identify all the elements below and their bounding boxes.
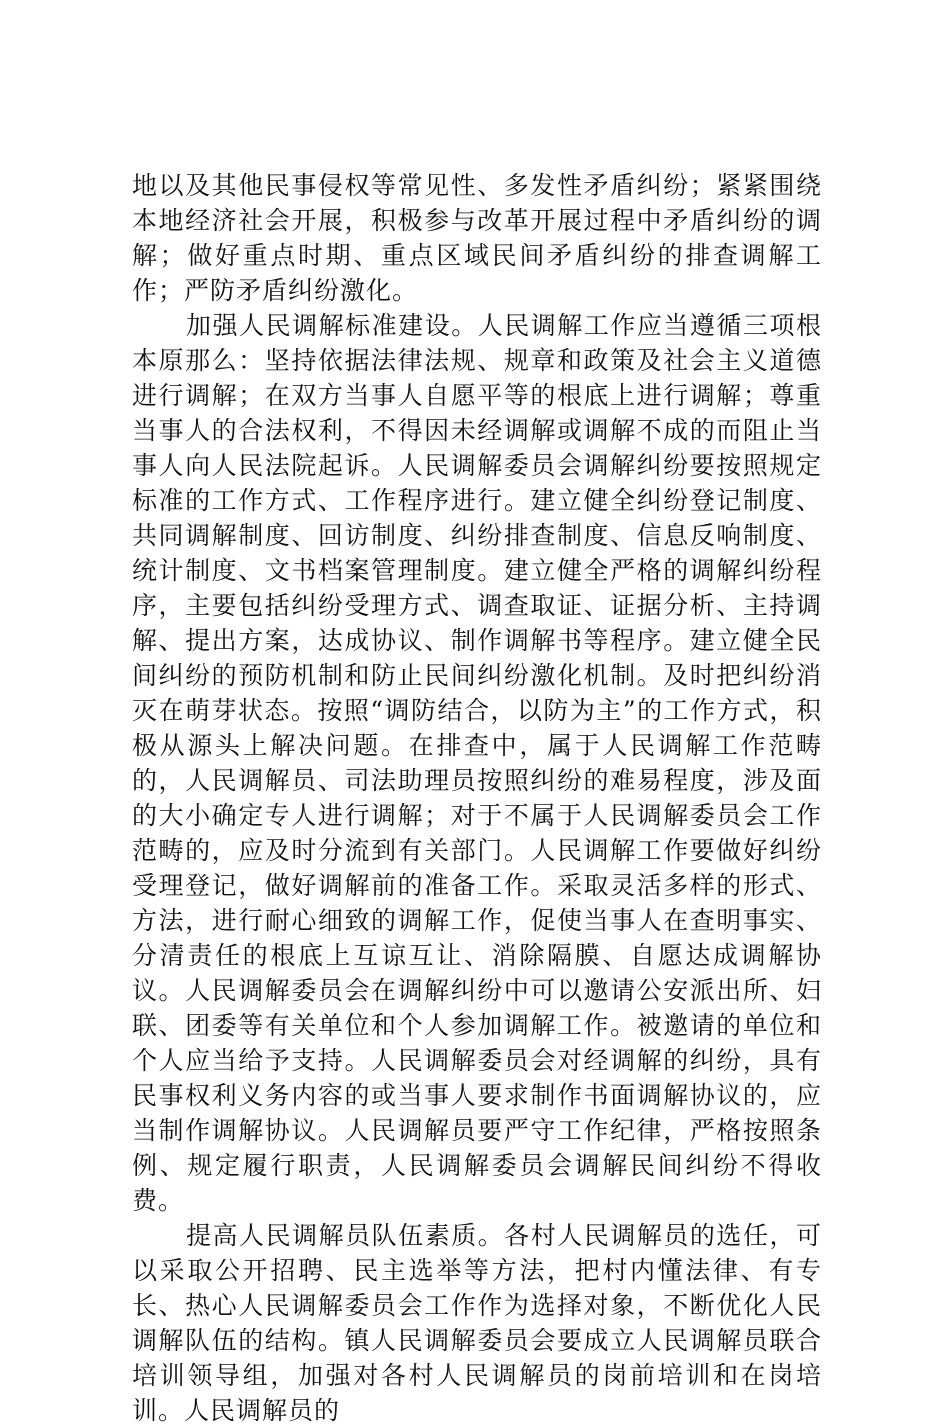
paragraph-mediation-standards: 加强人民调解标准建设。人民调解工作应当遵循三项根本原那么：坚持依据法律法规、规章和政策及社会主义道德进行调解；在双方当事人自愿平等的根底上进行调解；尊重当事人的合法权利，不得因未经调解或调解不成的而阻止当事人向人民法院起诉。人民调解委员会调解纠纷要按照规定标准的工作方式、工作程序进行。建立健全纠纷登记制度、共同调解制度、回访制度、纠纷排查制度、信息反响制度、统计制度、文书档案管理制度。建立健全严格的调解纠纷程序，主要包括纠纷受理方式、调查取证、证据分析、主持调解、提出方案，达成协议、制作调解书等程序。建立健全民间纠纷的预防机制和防止民间纠纷激化机制。及时把纠纷消灭在萌芽状态。按照“调防结合，以防为主”的工作方式，积极从源头上解决问题。在排查中，属于人民调解工作范畴的，人民调解员、司法助理员按照纠纷的难易程度，涉及面的大小确定专人进行调解；对于不属于人民调解委员会工作范畴的，应及时分流到有关部门。人民调解工作要做好纠纷受理登记，做好调解前的准备工作。采取灵活多样的形式、方法，进行耐心细致的调解工作，促使当事人在查明事实、分清责任的根底上互谅互让、消除隔膜、自愿达成调解协议。人民调解委员会在调解纠纷中可以邀请公安派出所、妇联、团委等有关单位和个人参加调解工作。被邀请的单位和个人应当给予支持。人民调解委员会对经调解的纠纷，具有民事权利义务内容的或当事人要求制作书面调解协议的，应当制作调解协议。人民调解员要严守工作纪律，严格按照条例、规定履行职责，人民调解委员会调解民间纠纷不得收费。 — [132, 311, 822, 1215]
paragraph-mediator-quality: 提高人民调解员队伍素质。各村人民调解员的选任，可以采取公开招聘、民主选举等方法，把村内懂法律、有专长、热心人民调解委员会工作作为选择对象，不断优化人民调解队伍的结构。镇人民调解委员会要成立人民调解员联合培训领导组，加强对各村人民调解员的岗前培训和在岗培训。人民调解员的 — [132, 1221, 822, 1425]
document-body — [132, 168, 822, 1428]
paragraph-continuation: 地以及其他民事侵权等常见性、多发性矛盾纠纷；紧紧围绕本地经济社会开展，积极参与改革开展过程中矛盾纠纷的调解；做好重点时期、重点区域民间矛盾纠纷的排查调解工作；严防矛盾纠纷激化。 — [132, 171, 822, 305]
